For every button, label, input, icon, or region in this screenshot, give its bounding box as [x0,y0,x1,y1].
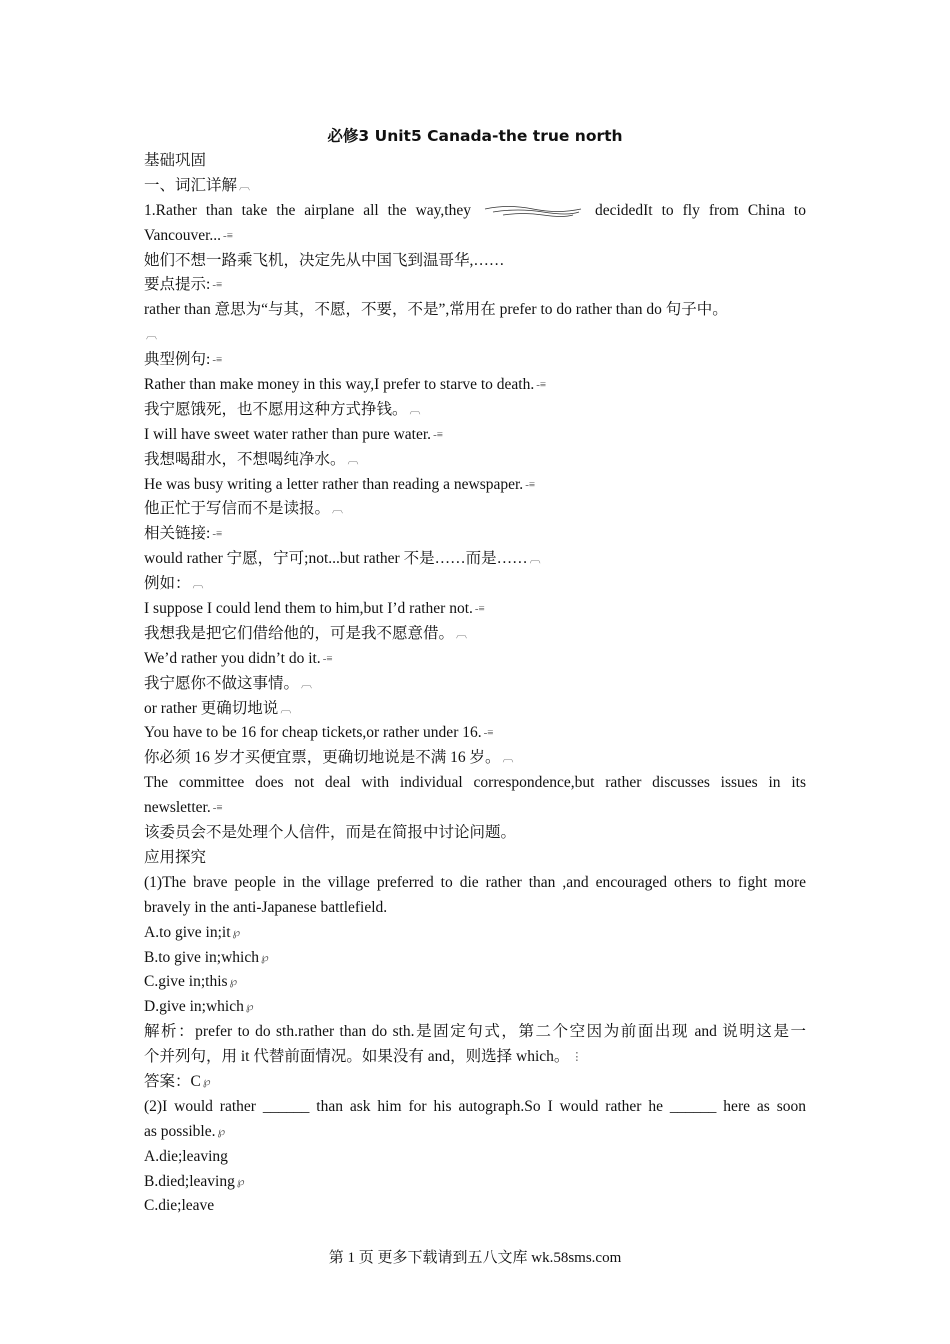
text-line: 你必须 16 岁才买便宜票，更确切地说是不满 16 岁。 ︹ [144,746,806,771]
text-line: 我宁愿你不做这事情。 ︹ [144,672,806,697]
document-title: 必修3 Unit5 Canada-the true north [327,127,623,145]
dash-mark-icon: -≡ [322,652,333,665]
dash-mark-icon: -≡ [536,379,547,392]
dash-mark-icon: -≡ [474,603,485,616]
bracket-mark-icon: ︹ [332,503,344,516]
text-line: Rather than make money in this way,I prefer to starve to death. -≡ [144,373,806,398]
section-heading: 基础巩固 [144,152,207,169]
bracket-mark-icon: ︹ [409,403,421,416]
swirl-mark-icon: ℘ [232,926,241,939]
text-line: 1.Rather than take the airplane all the way,they decidedIt to fly from China to [144,201,806,219]
swirl-mark-icon: ℘ [245,1001,254,1014]
text-line: 她们不想一路乘飞机，决定先从中国飞到温哥华,…… [144,251,505,269]
text-line: 我宁愿饿死，也不愿用这种方式挣钱。 ︹ [144,398,806,423]
bracket-mark-icon: ︹ [239,179,251,192]
text-line: 他正忙于写信而不是读报。 ︹ [144,497,806,522]
option-c: C.die;leave [144,1197,215,1215]
question-text: (1)The brave people in the village preferred to die rather than ,and encouraged others to fight more [144,873,806,891]
bracket-mark-icon: ︹ [280,702,292,715]
text-line: You have to be 16 for cheap tickets,or rather under 16. -≡ [144,721,806,746]
page-footer: 第 1 页 更多下载请到五八文库 wk.58sms.com [328,1250,622,1266]
text-line: 相关链接: -≡ [144,522,806,547]
dash-mark-icon: -≡ [223,229,233,242]
question-text: (2)I would rather ______ than ask him for his autograph.So I would rather he ______ here as soon [144,1097,806,1115]
bracket-mark-icon: ︹ [192,578,204,591]
option-a: A.to give in;it ℘ [144,921,806,946]
swirl-mark-icon: ℘ [229,976,238,989]
dash-mark-icon: -≡ [212,354,223,367]
dash-mark-icon: -≡ [483,727,494,740]
text-line: Vancouver... -≡ [144,224,806,249]
analysis-text: 解析：prefer to do sth.rather than do sth.是固定句式，第二个空因为前面出现 and 说明这是一 [144,1023,806,1041]
dash-mark-icon: -≡ [525,478,536,491]
text-line: We’d rather you didn’t do it. -≡ [144,647,806,672]
dash-mark-icon: -≡ [212,802,223,815]
option-b: B.to give in;which ℘ [144,946,806,971]
subsection-heading: 一、词汇详解 ︹ [144,174,806,199]
text-line: or rather 更确切地说 ︹ [144,697,806,722]
analysis-text: 个并列句，用 it 代替前面情况。如果没有 and，则选择 which。 ⋮ [144,1045,806,1070]
text-line: 该委员会不是处理个人信件，而是在简报中讨论问题。 [144,824,517,842]
bracket-mark-icon: ︹ [456,627,468,640]
dots-mark-icon: ⋮ [571,1051,583,1064]
blank-mark-line [144,323,806,348]
option-a: A.die;leaving [144,1147,228,1165]
section-heading: 应用探究 [144,848,207,866]
swirl-mark-icon: ℘ [260,951,269,964]
text-line: 要点提示: -≡ [144,273,806,298]
swirl-mark-icon: ℘ [217,1125,226,1138]
answer-text: 答案：C ℘ [144,1070,806,1095]
text-line: rather than 意思为“与其，不愿，不要，不是”,常用在 prefer to do rather than do 句子中。 [144,301,728,319]
bracket-mark-icon: ︹ [347,453,359,466]
bracket-mark-icon: ︹ [529,553,541,566]
text-line: He was busy writing a letter rather than reading a newspaper. -≡ [144,473,806,498]
text-line: newsletter. -≡ [144,796,806,821]
text-line: would rather 宁愿，宁可;not...but rather 不是……而是…… ︹ [144,547,806,572]
bracket-mark-icon: ︹ [301,677,313,690]
text-line: I will have sweet water rather than pure water. -≡ [144,423,806,448]
option-c: C.give in;this ℘ [144,970,806,995]
dash-mark-icon: -≡ [212,528,223,541]
question-text: bravely in the anti-Japanese battlefield. [144,898,388,916]
text-line: 我想喝甜水，不想喝纯净水。 ︹ [144,448,806,473]
text-line: 例如： ︹ [144,572,806,597]
swirl-mark-icon: ℘ [202,1075,211,1088]
option-d: D.give in;which ℘ [144,995,806,1020]
text-line: I suppose I could lend them to him,but I’d rather not. -≡ [144,597,806,622]
option-b: B.died;leaving ℘ [144,1170,806,1195]
text-line: 典型例句: -≡ [144,348,806,373]
bracket-mark-icon: ︹ [146,329,157,342]
wave-scribble-icon [483,204,583,218]
swirl-mark-icon: ℘ [236,1175,245,1188]
text-line: 我想我是把它们借给他的，可是我不愿意借。 ︹ [144,622,806,647]
question-text: as possible. ℘ [144,1120,806,1145]
dash-mark-icon: -≡ [433,428,443,441]
text-line: The committee does not deal with individual correspondence,but rather discusses issues in its [144,774,806,792]
bracket-mark-icon: ︹ [502,752,514,765]
document-body [144,149,806,1219]
dash-mark-icon: -≡ [212,279,223,292]
